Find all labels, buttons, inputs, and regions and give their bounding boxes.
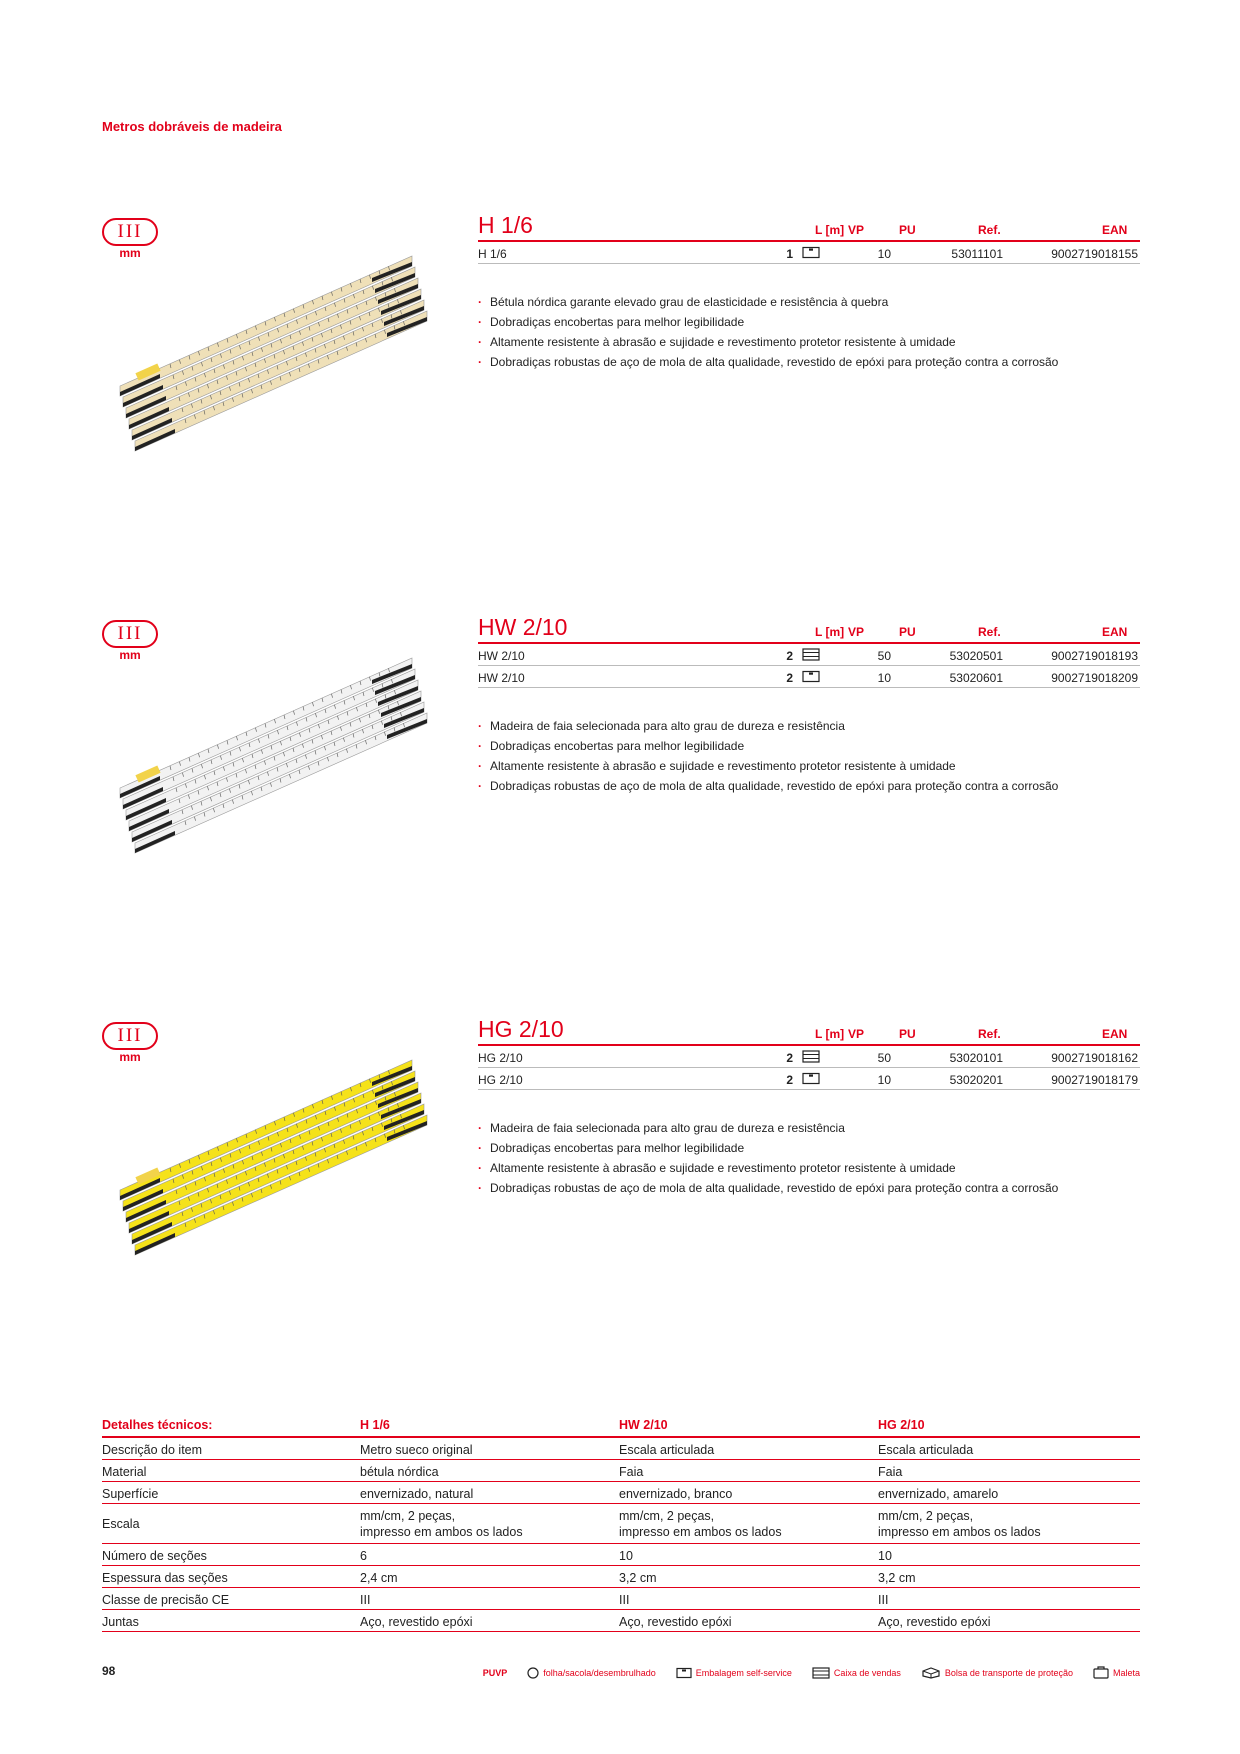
col-ean: EAN bbox=[1102, 1027, 1128, 1041]
feature-item: · Dobradiças robustas de aço de mola de alta qualidade, revestido de epóxi para proteção contra a corrosão bbox=[478, 1178, 1058, 1198]
row-length: 2 bbox=[786, 671, 793, 685]
tech-cell: Escala articulada bbox=[878, 1443, 974, 1457]
table-row bbox=[478, 242, 1140, 264]
legend-item bbox=[1093, 1666, 1140, 1679]
feature-item: · Dobradiças encobertas para melhor legibilidade bbox=[478, 1138, 1058, 1158]
product-image bbox=[112, 638, 442, 858]
tech-row bbox=[102, 1610, 1140, 1632]
feature-item: · Dobradiças encobertas para melhor legibilidade bbox=[478, 312, 1058, 332]
packaging-legend bbox=[483, 1666, 1140, 1679]
accuracy-class-badge: III bbox=[102, 620, 158, 648]
legend-label: folha/sacola/desembrulhado bbox=[543, 1667, 656, 1678]
tech-cell: Aço, revestido epóxi bbox=[619, 1615, 732, 1629]
product-title: HW 2/10 bbox=[478, 614, 568, 640]
tech-cell: envernizado, amarelo bbox=[878, 1487, 999, 1501]
tech-row bbox=[102, 1566, 1140, 1588]
row-ref: 53020201 bbox=[949, 1073, 1003, 1087]
accuracy-class-badge: III bbox=[102, 218, 158, 246]
tech-cell: Aço, revestido epóxi bbox=[878, 1615, 991, 1629]
product-block bbox=[0, 614, 1240, 1020]
tech-cell: 2,4 cm bbox=[360, 1571, 398, 1585]
feature-list bbox=[478, 292, 1058, 372]
table-row bbox=[478, 666, 1140, 688]
row-length: 2 bbox=[786, 649, 793, 663]
feature-item: · Altamente resistente à abrasão e sujidade e revestimento protetor resistente à umidade bbox=[478, 756, 1058, 776]
row-name: HW 2/10 bbox=[478, 649, 525, 663]
row-name: HG 2/10 bbox=[478, 1073, 523, 1087]
table-row bbox=[478, 644, 1140, 666]
feature-list bbox=[478, 1118, 1058, 1198]
legend-label: Caixa de vendas bbox=[833, 1667, 901, 1678]
row-pu: 10 bbox=[877, 671, 891, 685]
caixa-de-vendas-icon bbox=[812, 1667, 830, 1679]
legend-item bbox=[812, 1667, 901, 1679]
tech-cell: 3,2 cm bbox=[878, 1571, 916, 1585]
accuracy-class-unit: mm bbox=[119, 1050, 141, 1064]
tech-cell: bétula nórdica bbox=[360, 1465, 439, 1479]
legend-label: Maleta bbox=[1112, 1667, 1140, 1678]
product-block bbox=[0, 1016, 1240, 1422]
col-vp: VP bbox=[848, 625, 865, 639]
col-ref: Ref. bbox=[978, 625, 1001, 639]
row-ean: 9002719018162 bbox=[1051, 1051, 1138, 1065]
product-block bbox=[0, 212, 1240, 618]
feature-item: · Madeira de faia selecionada para alto grau de dureza e resistência bbox=[478, 1118, 1058, 1138]
tech-col-header: HG 2/10 bbox=[878, 1418, 925, 1432]
embalagem-self-service-icon bbox=[802, 1072, 820, 1085]
product-image bbox=[112, 236, 442, 456]
row-ref: 53011101 bbox=[951, 247, 1003, 261]
caixa-de-vendas-icon bbox=[802, 1050, 820, 1063]
col-ref: Ref. bbox=[978, 1027, 1001, 1041]
folding-ruler-image bbox=[112, 1040, 442, 1260]
tech-row-label: Espessura das seções bbox=[102, 1571, 228, 1585]
embalagem-self-service-icon bbox=[676, 1667, 692, 1679]
tech-cell: Escala articulada bbox=[619, 1443, 715, 1457]
tech-row-label: Superfície bbox=[102, 1487, 159, 1501]
maleta-icon bbox=[1093, 1666, 1109, 1679]
row-name: H 1/6 bbox=[478, 247, 507, 261]
feature-item: · Dobradiças robustas de aço de mola de alta qualidade, revestido de epóxi para proteção contra a corrosão bbox=[478, 352, 1058, 372]
feature-item: · Altamente resistente à abrasão e sujidade e revestimento protetor resistente à umidade bbox=[478, 1158, 1058, 1178]
embalagem-self-service-icon bbox=[802, 246, 820, 259]
accuracy-class-unit: mm bbox=[119, 246, 141, 260]
accuracy-class-unit: mm bbox=[119, 648, 141, 662]
tech-row bbox=[102, 1460, 1140, 1482]
tech-cell: III bbox=[878, 1593, 889, 1607]
tech-row-label: Juntas bbox=[102, 1615, 139, 1629]
col-ref: Ref. bbox=[978, 223, 1001, 237]
folding-ruler-image bbox=[112, 236, 442, 456]
col-pu: PU bbox=[899, 223, 916, 237]
row-pu: 50 bbox=[877, 1051, 891, 1065]
table-row bbox=[478, 1068, 1140, 1090]
technical-details-header bbox=[102, 1414, 1140, 1438]
accuracy-class-badge: III bbox=[102, 1022, 158, 1050]
technical-details-title: Detalhes técnicos: bbox=[102, 1418, 213, 1432]
tech-row bbox=[102, 1438, 1140, 1460]
tech-row-label: Descrição do item bbox=[102, 1443, 203, 1457]
legend-item bbox=[921, 1667, 1073, 1679]
row-pu: 10 bbox=[877, 1073, 891, 1087]
tech-cell: mm/cm, 2 peças, impresso em ambos os lados bbox=[619, 1509, 782, 1539]
row-pu: 50 bbox=[877, 649, 891, 663]
row-ean: 9002719018155 bbox=[1051, 247, 1138, 261]
tech-row bbox=[102, 1482, 1140, 1504]
tech-cell: envernizado, natural bbox=[360, 1487, 474, 1501]
tech-cell: Faia bbox=[878, 1465, 903, 1479]
technical-details-table bbox=[102, 1414, 1140, 1632]
embalagem-self-service-icon bbox=[802, 670, 820, 683]
tech-row-label: Escala bbox=[102, 1517, 140, 1531]
tech-cell: envernizado, branco bbox=[619, 1487, 733, 1501]
product-spec-table bbox=[478, 620, 1140, 688]
bolsa-icon bbox=[921, 1667, 941, 1679]
row-length: 1 bbox=[786, 247, 793, 261]
col-vp: VP bbox=[848, 223, 865, 237]
tech-col-header: HW 2/10 bbox=[619, 1418, 668, 1432]
section-title: Metros dobráveis de madeira bbox=[102, 119, 282, 134]
col-length: L [m] bbox=[815, 1027, 845, 1041]
feature-item: · Bétula nórdica garante elevado grau de elasticidade e resistência à quebra bbox=[478, 292, 1058, 312]
tech-col-header: H 1/6 bbox=[360, 1418, 390, 1432]
feature-item: · Altamente resistente à abrasão e sujidade e revestimento protetor resistente à umidade bbox=[478, 332, 1058, 352]
pvp-label: PUVP bbox=[482, 1667, 508, 1678]
table-row bbox=[478, 1046, 1140, 1068]
folding-ruler-image bbox=[112, 638, 442, 858]
product-spec-table bbox=[478, 218, 1140, 264]
tech-cell: Aço, revestido epóxi bbox=[360, 1615, 473, 1629]
row-ref: 53020501 bbox=[949, 649, 1003, 663]
col-pu: PU bbox=[899, 625, 916, 639]
tech-row-label: Número de seções bbox=[102, 1549, 207, 1563]
product-title: HG 2/10 bbox=[478, 1016, 564, 1042]
col-pu: PU bbox=[899, 1027, 916, 1041]
col-vp: VP bbox=[848, 1027, 865, 1041]
feature-item: · Madeira de faia selecionada para alto grau de dureza e resistência bbox=[478, 716, 1058, 736]
tech-row bbox=[102, 1544, 1140, 1566]
spec-table-header bbox=[478, 1022, 1140, 1046]
tech-cell: III bbox=[619, 1593, 630, 1607]
col-ean: EAN bbox=[1102, 223, 1128, 237]
tech-cell: mm/cm, 2 peças, impresso em ambos os lados bbox=[360, 1509, 523, 1539]
page-number: 98 bbox=[102, 1664, 116, 1678]
tech-row-label: Material bbox=[102, 1465, 147, 1479]
tech-cell: 10 bbox=[619, 1549, 633, 1563]
product-image bbox=[112, 1040, 442, 1260]
tech-cell: III bbox=[360, 1593, 371, 1607]
feature-list bbox=[478, 716, 1058, 796]
row-length: 2 bbox=[786, 1051, 793, 1065]
folha-icon bbox=[527, 1667, 539, 1679]
tech-cell: Metro sueco original bbox=[360, 1443, 473, 1457]
feature-item: · Dobradiças encobertas para melhor legibilidade bbox=[478, 736, 1058, 756]
col-length: L [m] bbox=[815, 625, 845, 639]
technical-details-body bbox=[102, 1438, 1140, 1632]
row-name: HW 2/10 bbox=[478, 671, 525, 685]
legend-item bbox=[527, 1667, 656, 1679]
tech-row bbox=[102, 1504, 1140, 1544]
page-footer bbox=[102, 1664, 1140, 1684]
legend-label: Bolsa de transporte de proteção bbox=[944, 1667, 1073, 1678]
spec-table-header bbox=[478, 218, 1140, 242]
col-length: L [m] bbox=[815, 223, 845, 237]
row-ean: 9002719018209 bbox=[1051, 671, 1138, 685]
product-title: H 1/6 bbox=[478, 212, 533, 238]
row-ean: 9002719018193 bbox=[1051, 649, 1138, 663]
tech-cell: 10 bbox=[878, 1549, 892, 1563]
caixa-de-vendas-icon bbox=[802, 648, 820, 661]
row-ref: 53020601 bbox=[949, 671, 1003, 685]
spec-table-header bbox=[478, 620, 1140, 644]
tech-row-label: Classe de precisão CE bbox=[102, 1593, 230, 1607]
tech-row bbox=[102, 1588, 1140, 1610]
product-spec-table bbox=[478, 1022, 1140, 1090]
tech-cell: Faia bbox=[619, 1465, 644, 1479]
row-ean: 9002719018179 bbox=[1051, 1073, 1138, 1087]
tech-cell: mm/cm, 2 peças, impresso em ambos os lados bbox=[878, 1509, 1041, 1539]
col-ean: EAN bbox=[1102, 625, 1128, 639]
tech-cell: 6 bbox=[360, 1549, 367, 1563]
row-length: 2 bbox=[786, 1073, 793, 1087]
row-pu: 10 bbox=[877, 247, 891, 261]
tech-cell: 3,2 cm bbox=[619, 1571, 657, 1585]
legend-item bbox=[676, 1667, 792, 1679]
legend-label: Embalagem self-service bbox=[695, 1667, 792, 1678]
feature-item: · Dobradiças robustas de aço de mola de alta qualidade, revestido de epóxi para proteção contra a corrosão bbox=[478, 776, 1058, 796]
row-ref: 53020101 bbox=[949, 1051, 1003, 1065]
row-name: HG 2/10 bbox=[478, 1051, 523, 1065]
